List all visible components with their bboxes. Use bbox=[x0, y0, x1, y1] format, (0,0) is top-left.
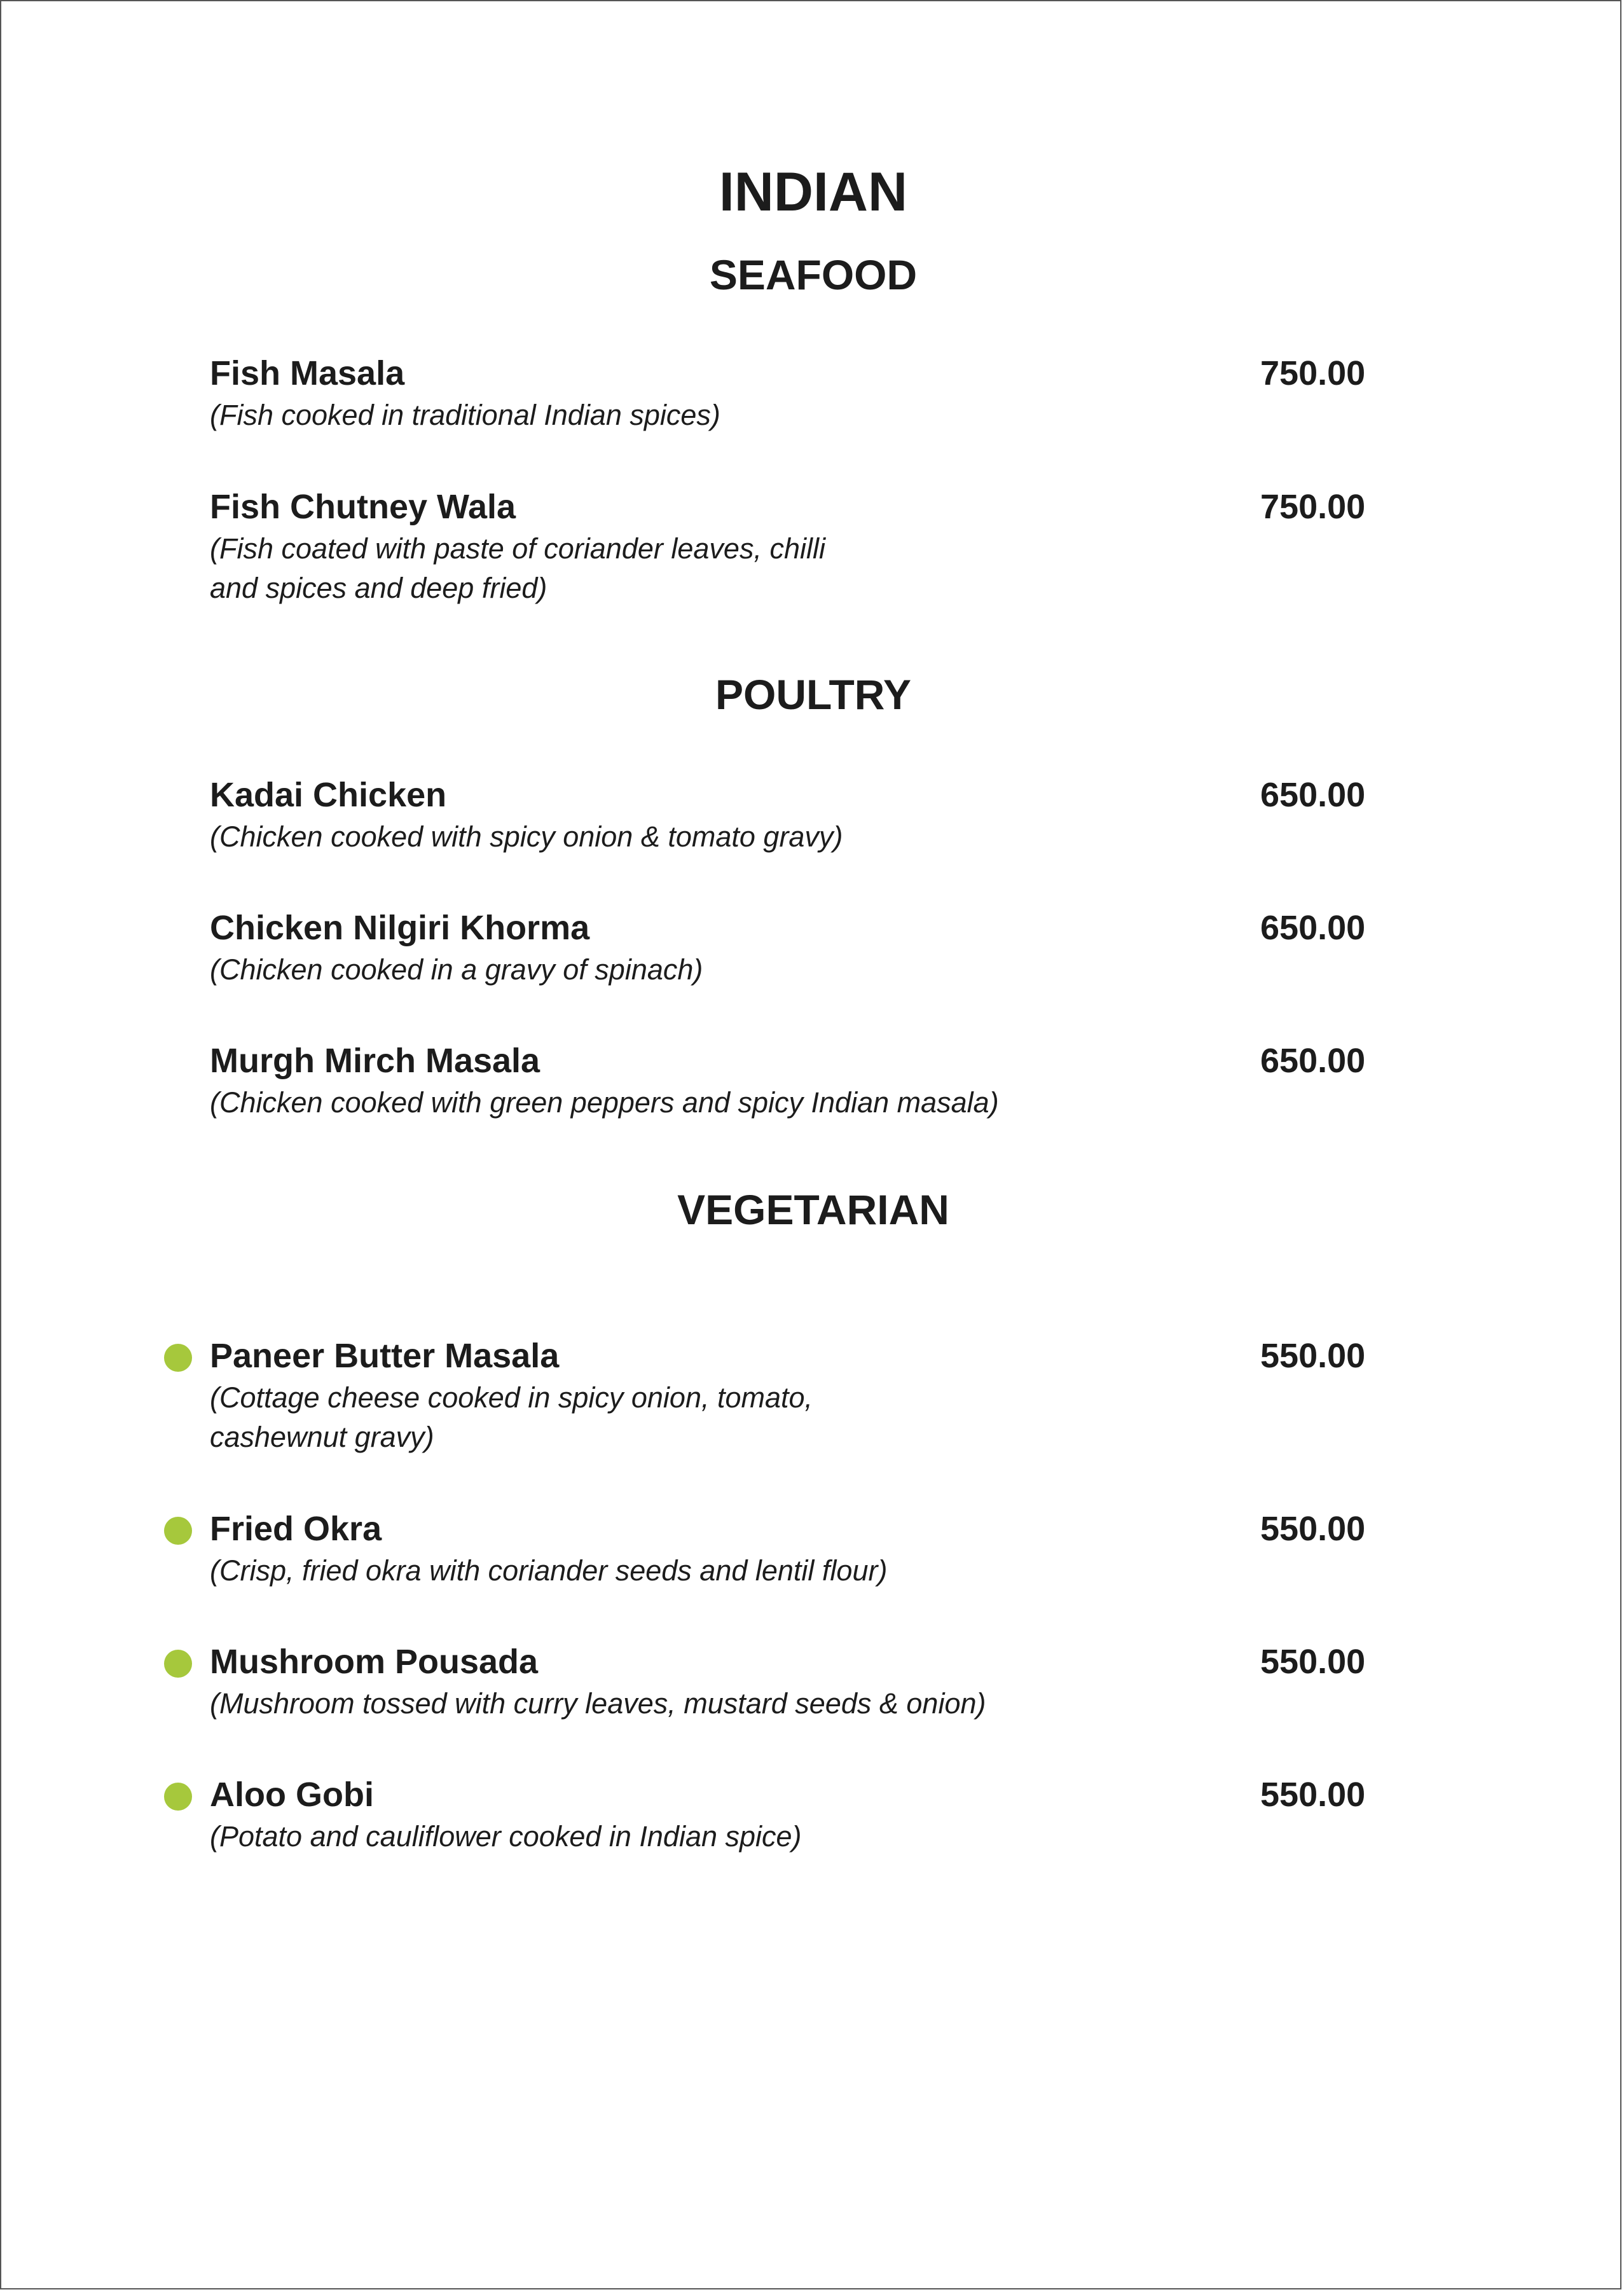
section-title-seafood: SEAFOOD bbox=[709, 251, 918, 298]
item-description bbox=[210, 529, 825, 608]
item-description bbox=[210, 1083, 999, 1122]
vegetarian-dot-icon bbox=[164, 1650, 192, 1678]
item-description-line: (Mushroom tossed with curry leaves, mustard seeds & onion) bbox=[210, 1687, 986, 1720]
item-name: Chicken Nilgiri Khorma bbox=[210, 909, 590, 947]
item-name: Fried Okra bbox=[210, 1510, 382, 1548]
item-description-line: and spices and deep fried) bbox=[210, 572, 547, 604]
item-name: Fish Chutney Wala bbox=[210, 488, 516, 526]
item-name: Aloo Gobi bbox=[210, 1776, 374, 1814]
item-name: Paneer Butter Masala bbox=[210, 1337, 560, 1375]
item-description-line: (Chicken cooked with green peppers and spicy Indian masala) bbox=[210, 1086, 999, 1119]
item-price: 550.00 bbox=[1260, 1337, 1366, 1375]
item-description-line: (Crisp, fried okra with coriander seeds and lentil flour) bbox=[210, 1554, 888, 1587]
vegetarian-dot-icon bbox=[164, 1344, 192, 1372]
item-description-line: (Fish cooked in traditional Indian spices) bbox=[210, 399, 720, 431]
item-description-line: (Fish coated with paste of coriander leaves, chilli bbox=[210, 532, 825, 565]
page-title: INDIAN bbox=[719, 162, 908, 223]
item-name: Kadai Chicken bbox=[210, 776, 447, 814]
item-description-line: (Chicken cooked in a gravy of spinach) bbox=[210, 953, 703, 986]
item-price: 650.00 bbox=[1260, 1042, 1366, 1080]
section-title-poultry: POULTRY bbox=[715, 671, 911, 718]
item-name: Mushroom Pousada bbox=[210, 1643, 539, 1681]
item-price: 650.00 bbox=[1260, 776, 1366, 814]
item-description-line: (Potato and cauliflower cooked in Indian spice) bbox=[210, 1820, 802, 1853]
item-description bbox=[210, 396, 720, 435]
item-price: 750.00 bbox=[1260, 488, 1366, 526]
item-description-line: (Cottage cheese cooked in spicy onion, tomato, bbox=[210, 1381, 813, 1414]
item-description-line: (Chicken cooked with spicy onion & tomato gravy) bbox=[210, 820, 843, 853]
section-title-vegetarian: VEGETARIAN bbox=[677, 1186, 949, 1233]
item-price: 550.00 bbox=[1260, 1510, 1366, 1548]
item-price: 550.00 bbox=[1260, 1776, 1366, 1814]
vegetarian-dot-icon bbox=[164, 1517, 192, 1545]
item-price: 650.00 bbox=[1260, 909, 1366, 947]
item-price: 550.00 bbox=[1260, 1643, 1366, 1681]
item-description bbox=[210, 1684, 986, 1723]
item-price: 750.00 bbox=[1260, 354, 1366, 392]
item-name: Fish Masala bbox=[210, 354, 405, 392]
vegetarian-dot-icon bbox=[164, 1783, 192, 1811]
item-description bbox=[210, 817, 843, 857]
item-description bbox=[210, 1551, 887, 1591]
item-description bbox=[210, 1817, 802, 1856]
item-description bbox=[210, 950, 703, 990]
item-description bbox=[210, 1378, 813, 1457]
item-name: Murgh Mirch Masala bbox=[210, 1042, 540, 1080]
item-description-line: cashewnut gravy) bbox=[210, 1421, 434, 1453]
